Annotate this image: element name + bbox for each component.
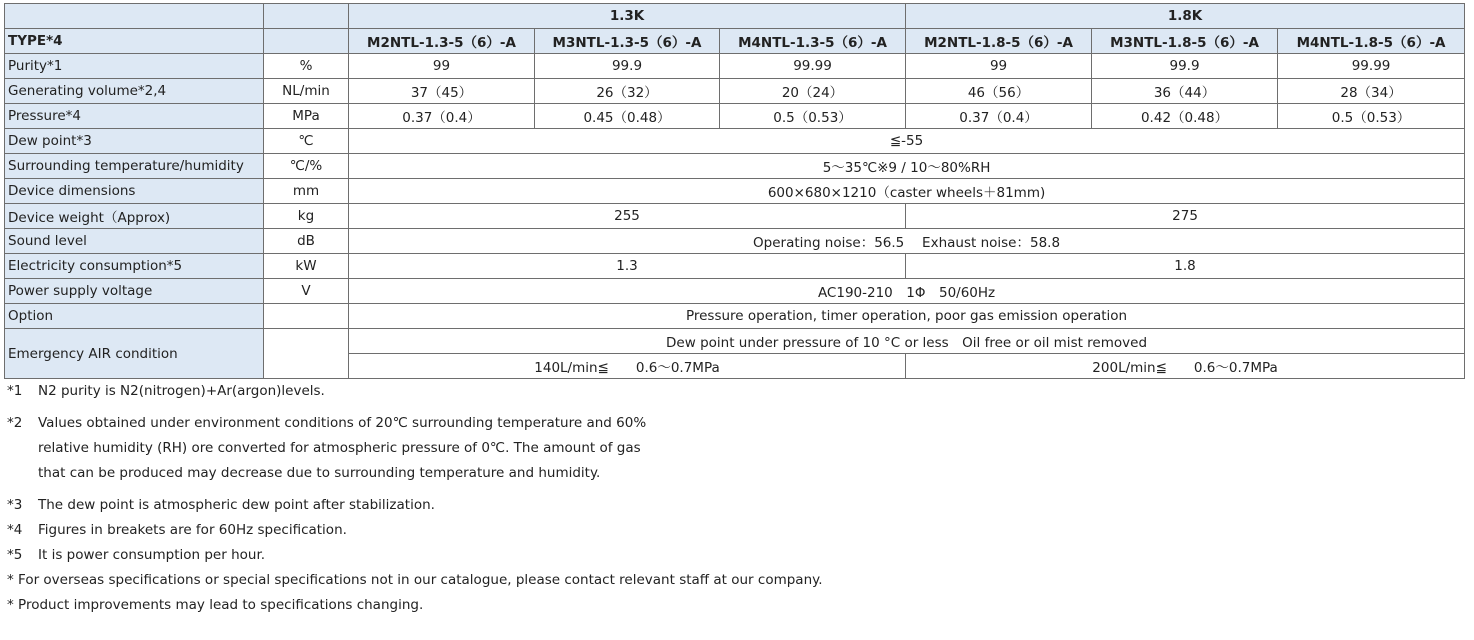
footnote-text: Figures in breakets are for 60Hz specification. bbox=[38, 522, 347, 538]
row-unit: mm bbox=[264, 179, 349, 204]
row-label: Generating volume*2,4 bbox=[5, 79, 264, 104]
table-cell: 0.42（0.48） bbox=[1092, 104, 1278, 129]
table-cell: 26（32） bbox=[535, 79, 720, 104]
table-cell: 99 bbox=[349, 54, 535, 79]
row-label: Pressure*4 bbox=[5, 104, 264, 129]
dimensions-row bbox=[5, 179, 1465, 204]
table-cell: 1.8 bbox=[906, 254, 1465, 279]
dew-point-row bbox=[5, 129, 1465, 154]
row-label: Emergency AIR condition bbox=[5, 329, 264, 379]
table-cell: 0.45（0.48） bbox=[535, 104, 720, 129]
footnotes bbox=[7, 379, 822, 618]
table-cell: 37（45） bbox=[349, 79, 535, 104]
table-cell: Operating noise：56.5 Exhaust noise：58.8 bbox=[349, 229, 1465, 254]
footnote-marker: *4 bbox=[7, 522, 23, 538]
model-header: M2NTL-1.8-5（6）-A bbox=[906, 29, 1092, 54]
table-cell: 99.9 bbox=[1092, 54, 1278, 79]
footnote-2-line-3: that can be produced may decrease due to surrounding temperature and humidity. bbox=[38, 465, 601, 481]
type-row bbox=[5, 29, 1465, 54]
row-unit: dB bbox=[264, 229, 349, 254]
footnote-text: The dew point is atmospheric dew point after stabilization. bbox=[38, 497, 435, 513]
option-row bbox=[5, 304, 1465, 329]
table-cell: 99.9 bbox=[535, 54, 720, 79]
footnote-overseas: * For overseas specifications or special specifications not in our catalogue, please contact relevant staff at our company. bbox=[7, 572, 823, 588]
group-header-row bbox=[5, 4, 1465, 29]
table-cell: 255 bbox=[349, 204, 906, 229]
surrounding-row bbox=[5, 154, 1465, 179]
footnote-2-line-2: relative humidity (RH) ore converted for atmospheric pressure of 0℃. The amount of gas bbox=[38, 440, 641, 456]
sound-row bbox=[5, 229, 1465, 254]
emergency-row bbox=[5, 329, 1465, 354]
weight-row bbox=[5, 204, 1465, 229]
voltage-row bbox=[5, 279, 1465, 304]
row-unit: kW bbox=[264, 254, 349, 279]
row-unit: % bbox=[264, 54, 349, 79]
footnote-marker: *3 bbox=[7, 497, 23, 513]
row-label: Power supply voltage bbox=[5, 279, 264, 304]
electricity-row bbox=[5, 254, 1465, 279]
row-unit: MPa bbox=[264, 104, 349, 129]
table-cell: 99.99 bbox=[720, 54, 906, 79]
table-cell: 140L/min≦ 0.6～0.7MPa bbox=[349, 354, 906, 379]
table-cell: 36（44） bbox=[1092, 79, 1278, 104]
footnote-3 bbox=[7, 493, 822, 518]
group-1-8k: 1.8K bbox=[906, 4, 1465, 29]
row-unit: NL/min bbox=[264, 79, 349, 104]
table-cell: 0.37（0.4） bbox=[349, 104, 535, 129]
spec-table bbox=[4, 3, 1465, 379]
row-label: Sound level bbox=[5, 229, 264, 254]
table-cell: 46（56） bbox=[906, 79, 1092, 104]
row-unit: ℃ bbox=[264, 129, 349, 154]
table-cell: 200L/min≦ 0.6～0.7MPa bbox=[906, 354, 1465, 379]
type-label: TYPE*4 bbox=[5, 29, 264, 54]
row-label: Electricity consumption*5 bbox=[5, 254, 264, 279]
table-cell: Dew point under pressure of 10 °C or less Oil free or oil mist removed bbox=[349, 329, 1465, 354]
model-header: M4NTL-1.8-5（6）-A bbox=[1278, 29, 1465, 54]
table-cell: 99 bbox=[906, 54, 1092, 79]
row-unit bbox=[264, 329, 349, 379]
footnote-improvements: * Product improvements may lead to specifications changing. bbox=[7, 597, 424, 613]
footnote-marker: *1 bbox=[7, 383, 23, 399]
footnote-1 bbox=[7, 379, 822, 404]
table-cell: 1.3 bbox=[349, 254, 906, 279]
footnote-marker: *2 bbox=[7, 415, 23, 431]
table-cell: 600×680×1210（caster wheels＋81mm) bbox=[349, 179, 1465, 204]
volume-row bbox=[5, 79, 1465, 104]
table-cell: 5～35℃※9 / 10～80%RH bbox=[349, 154, 1465, 179]
row-label: Surrounding temperature/humidity bbox=[5, 154, 264, 179]
table-cell: AC190-210 1Φ 50/60Hz bbox=[349, 279, 1465, 304]
row-label: Dew point*3 bbox=[5, 129, 264, 154]
purity-row bbox=[5, 54, 1465, 79]
footnote-text: N2 purity is N2(nitrogen)+Ar(argon)levels. bbox=[38, 383, 325, 399]
table-cell: 99.99 bbox=[1278, 54, 1465, 79]
footnote-text: It is power consumption per hour. bbox=[38, 547, 266, 563]
model-header: M2NTL-1.3-5（6）-A bbox=[349, 29, 535, 54]
model-header: M4NTL-1.3-5（6）-A bbox=[720, 29, 906, 54]
table-cell: 0.5（0.53） bbox=[720, 104, 906, 129]
footnote-marker: *5 bbox=[7, 547, 23, 563]
footnote-text: Values obtained under environment conditions of 20℃ surrounding temperature and 60% bbox=[38, 415, 647, 431]
row-unit: ℃/% bbox=[264, 154, 349, 179]
table-cell: 28（34） bbox=[1278, 79, 1465, 104]
model-header: M3NTL-1.8-5（6）-A bbox=[1092, 29, 1278, 54]
row-unit: kg bbox=[264, 204, 349, 229]
table-cell: 0.5（0.53） bbox=[1278, 104, 1465, 129]
pressure-row bbox=[5, 104, 1465, 129]
row-unit bbox=[264, 304, 349, 329]
footnote-4 bbox=[7, 518, 822, 543]
model-header: M3NTL-1.3-5（6）-A bbox=[535, 29, 720, 54]
table-cell: Pressure operation, timer operation, poor gas emission operation bbox=[349, 304, 1465, 329]
row-label: Device dimensions bbox=[5, 179, 264, 204]
footnote-2 bbox=[7, 411, 822, 436]
footnote-5 bbox=[7, 543, 822, 568]
row-label: Option bbox=[5, 304, 264, 329]
table-cell: ≦-55 bbox=[349, 129, 1465, 154]
group-1-3k: 1.3K bbox=[349, 4, 906, 29]
table-cell: 275 bbox=[906, 204, 1465, 229]
table-cell: 0.37（0.4） bbox=[906, 104, 1092, 129]
row-unit: V bbox=[264, 279, 349, 304]
table-cell: 20（24） bbox=[720, 79, 906, 104]
row-label: Purity*1 bbox=[5, 54, 264, 79]
row-label: Device weight（Approx) bbox=[5, 204, 264, 229]
